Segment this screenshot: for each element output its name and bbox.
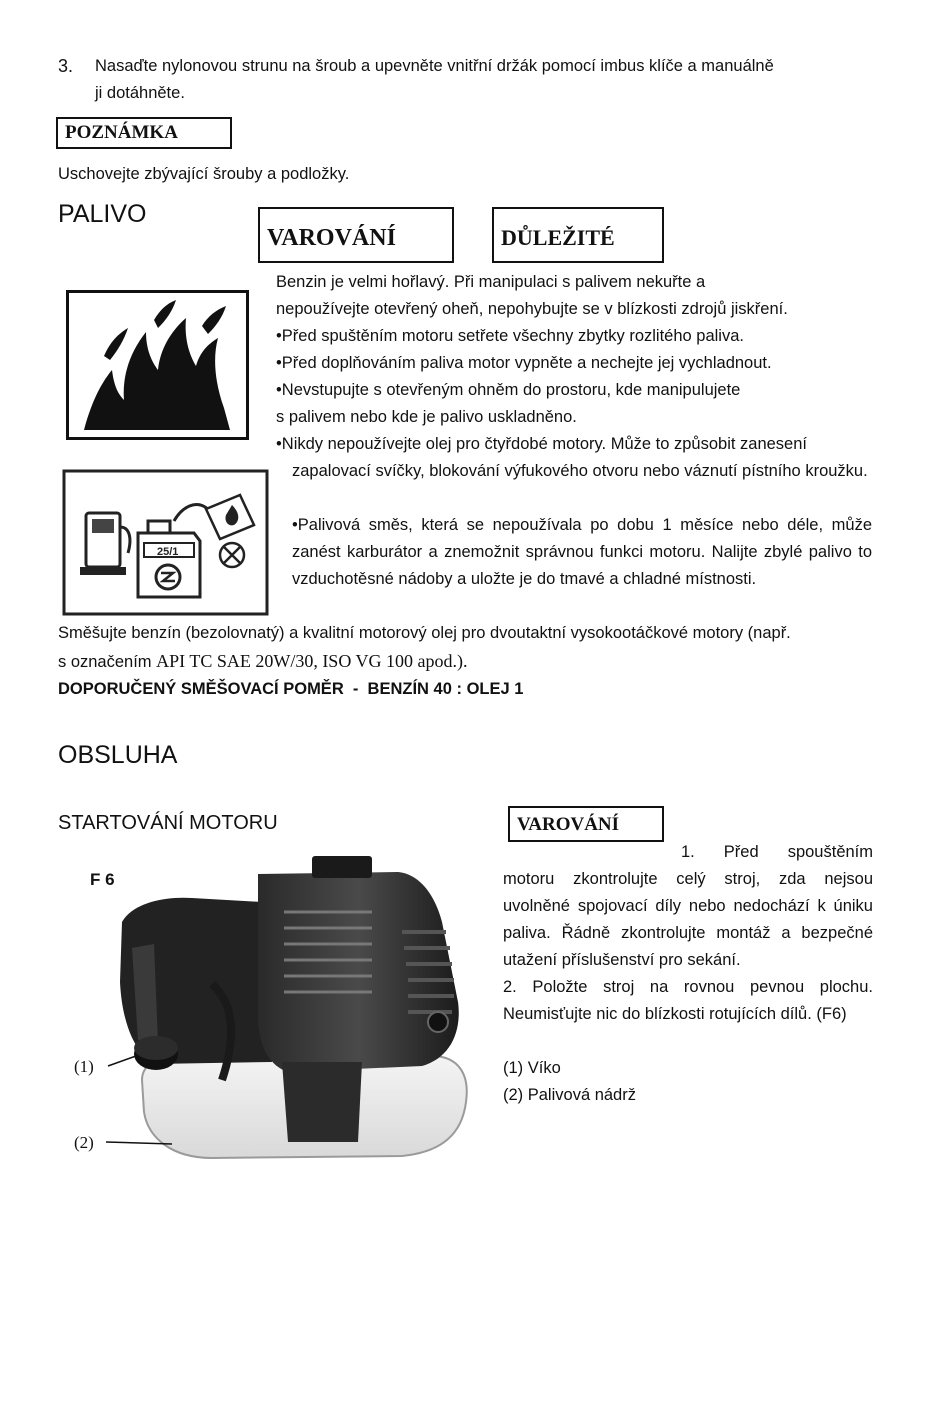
oil-spec: API TC SAE 20W/30, ISO VG 100 apod.). [156, 651, 468, 671]
fuel-important-label: DŮLEŽITÉ [501, 225, 615, 250]
fuel-oil-continued: zapalovací svíčky, blokování výfukového otvoru nebo váznutí pístního kroužku. [292, 462, 868, 480]
operation-step-1 [503, 839, 873, 974]
fuel-warning-box [258, 207, 454, 263]
engine-photo [62, 852, 480, 1174]
mix-line-1: Směšujte benzín (bezolovnatý) a kvalitní motorový olej pro dvoutaktní vysokootáčkové motory (např. [58, 624, 791, 642]
operation-step-2 [503, 974, 873, 1028]
fuel-line-7: •Nikdy nepoužívejte olej pro čtyřdobé motory. Může to způsobit zanesení [276, 435, 807, 453]
step3-line2: ji dotáhněte. [95, 84, 185, 102]
fuel-line-5: •Nevstupujte s otevřeným ohněm do prostoru, kde manipulujete [276, 381, 741, 399]
note-label-box [56, 117, 232, 149]
callout-1: (1) [74, 1057, 94, 1076]
legend-cap: (1) Víko [503, 1059, 561, 1077]
mix-line-2 [58, 648, 467, 676]
fuel-important-box [492, 207, 664, 263]
mixing-ratio: DOPORUČENÝ SMĚŠOVACÍ POMĚR - BENZÍN 40 : OLEJ 1 [58, 680, 524, 698]
starting-engine-heading: STARTOVÁNÍ MOTORU [58, 812, 278, 834]
callout-2: (2) [74, 1133, 94, 1152]
fuel-mixture-storage [292, 512, 872, 593]
fuel-warning-label: VAROVÁNÍ [267, 225, 396, 251]
fuel-line-2: nepoužívejte otevřený oheň, nepohybujte se v blízkosti zdrojů jiskření. [276, 300, 788, 318]
legend-fuel-tank: (2) Palivová nádrž [503, 1086, 636, 1104]
operation-step-1-text: 1. Před spouštěním motoru zkontrolujte celý stroj, zda nejsou uvolněné spojovací díly nebo nedochází k úniku paliva. Řádně zkontrolujte montáž a bezpečné utažení příslušenství pro sekání. [503, 843, 873, 969]
fuel-line-6: s palivem nebo kde je palivo uskladněno. [276, 408, 577, 426]
fuel-line-3: •Před spuštěním motoru setřete všechny zbytky rozlitého paliva. [276, 327, 744, 345]
fuel-line-1: Benzin je velmi hořlavý. Při manipulaci s palivem nekuřte a [276, 273, 706, 291]
operation-heading: OBSLUHA [58, 741, 178, 769]
fuel-can-ratio: 25/1 [157, 546, 179, 558]
fuel-heading: PALIVO [58, 200, 147, 228]
flame-hazard-icon [66, 290, 249, 440]
step3-line1: Nasaďte nylonovou strunu na šroub a upevněte vnitřní držák pomocí imbus klíče a manuálně [95, 57, 774, 75]
fuel-can-icon [62, 469, 269, 616]
figure-label: F 6 [90, 870, 115, 889]
operation-warning-box [508, 806, 664, 842]
fuel-line-4: •Před doplňováním paliva motor vypněte a nechejte jej vychladnout. [276, 354, 772, 372]
mix-line-2-prefix: s označením [58, 653, 157, 671]
operation-step-2-text: 2. Položte stroj na rovnou pevnou plochu. Neumisťujte nic do blízkosti rotujících dílů. (F6) [503, 978, 873, 1023]
fuel-mixture-storage-text: •Palivová směs, která se nepoužívala po dobu 1 měsíce nebo déle, může zanést karburátor a znemožnit správnou funkci motoru. Nalijte zbylé palivo to vzduchotěsné nádoby a uložte je do tmavé a chladné místnosti. [292, 516, 872, 588]
operation-warning-label: VAROVÁNÍ [517, 814, 620, 835]
step-number: 3. [58, 56, 74, 76]
note-text: Uschovejte zbývající šrouby a podložky. [58, 165, 350, 183]
note-label: POZNÁMKA [65, 122, 178, 143]
